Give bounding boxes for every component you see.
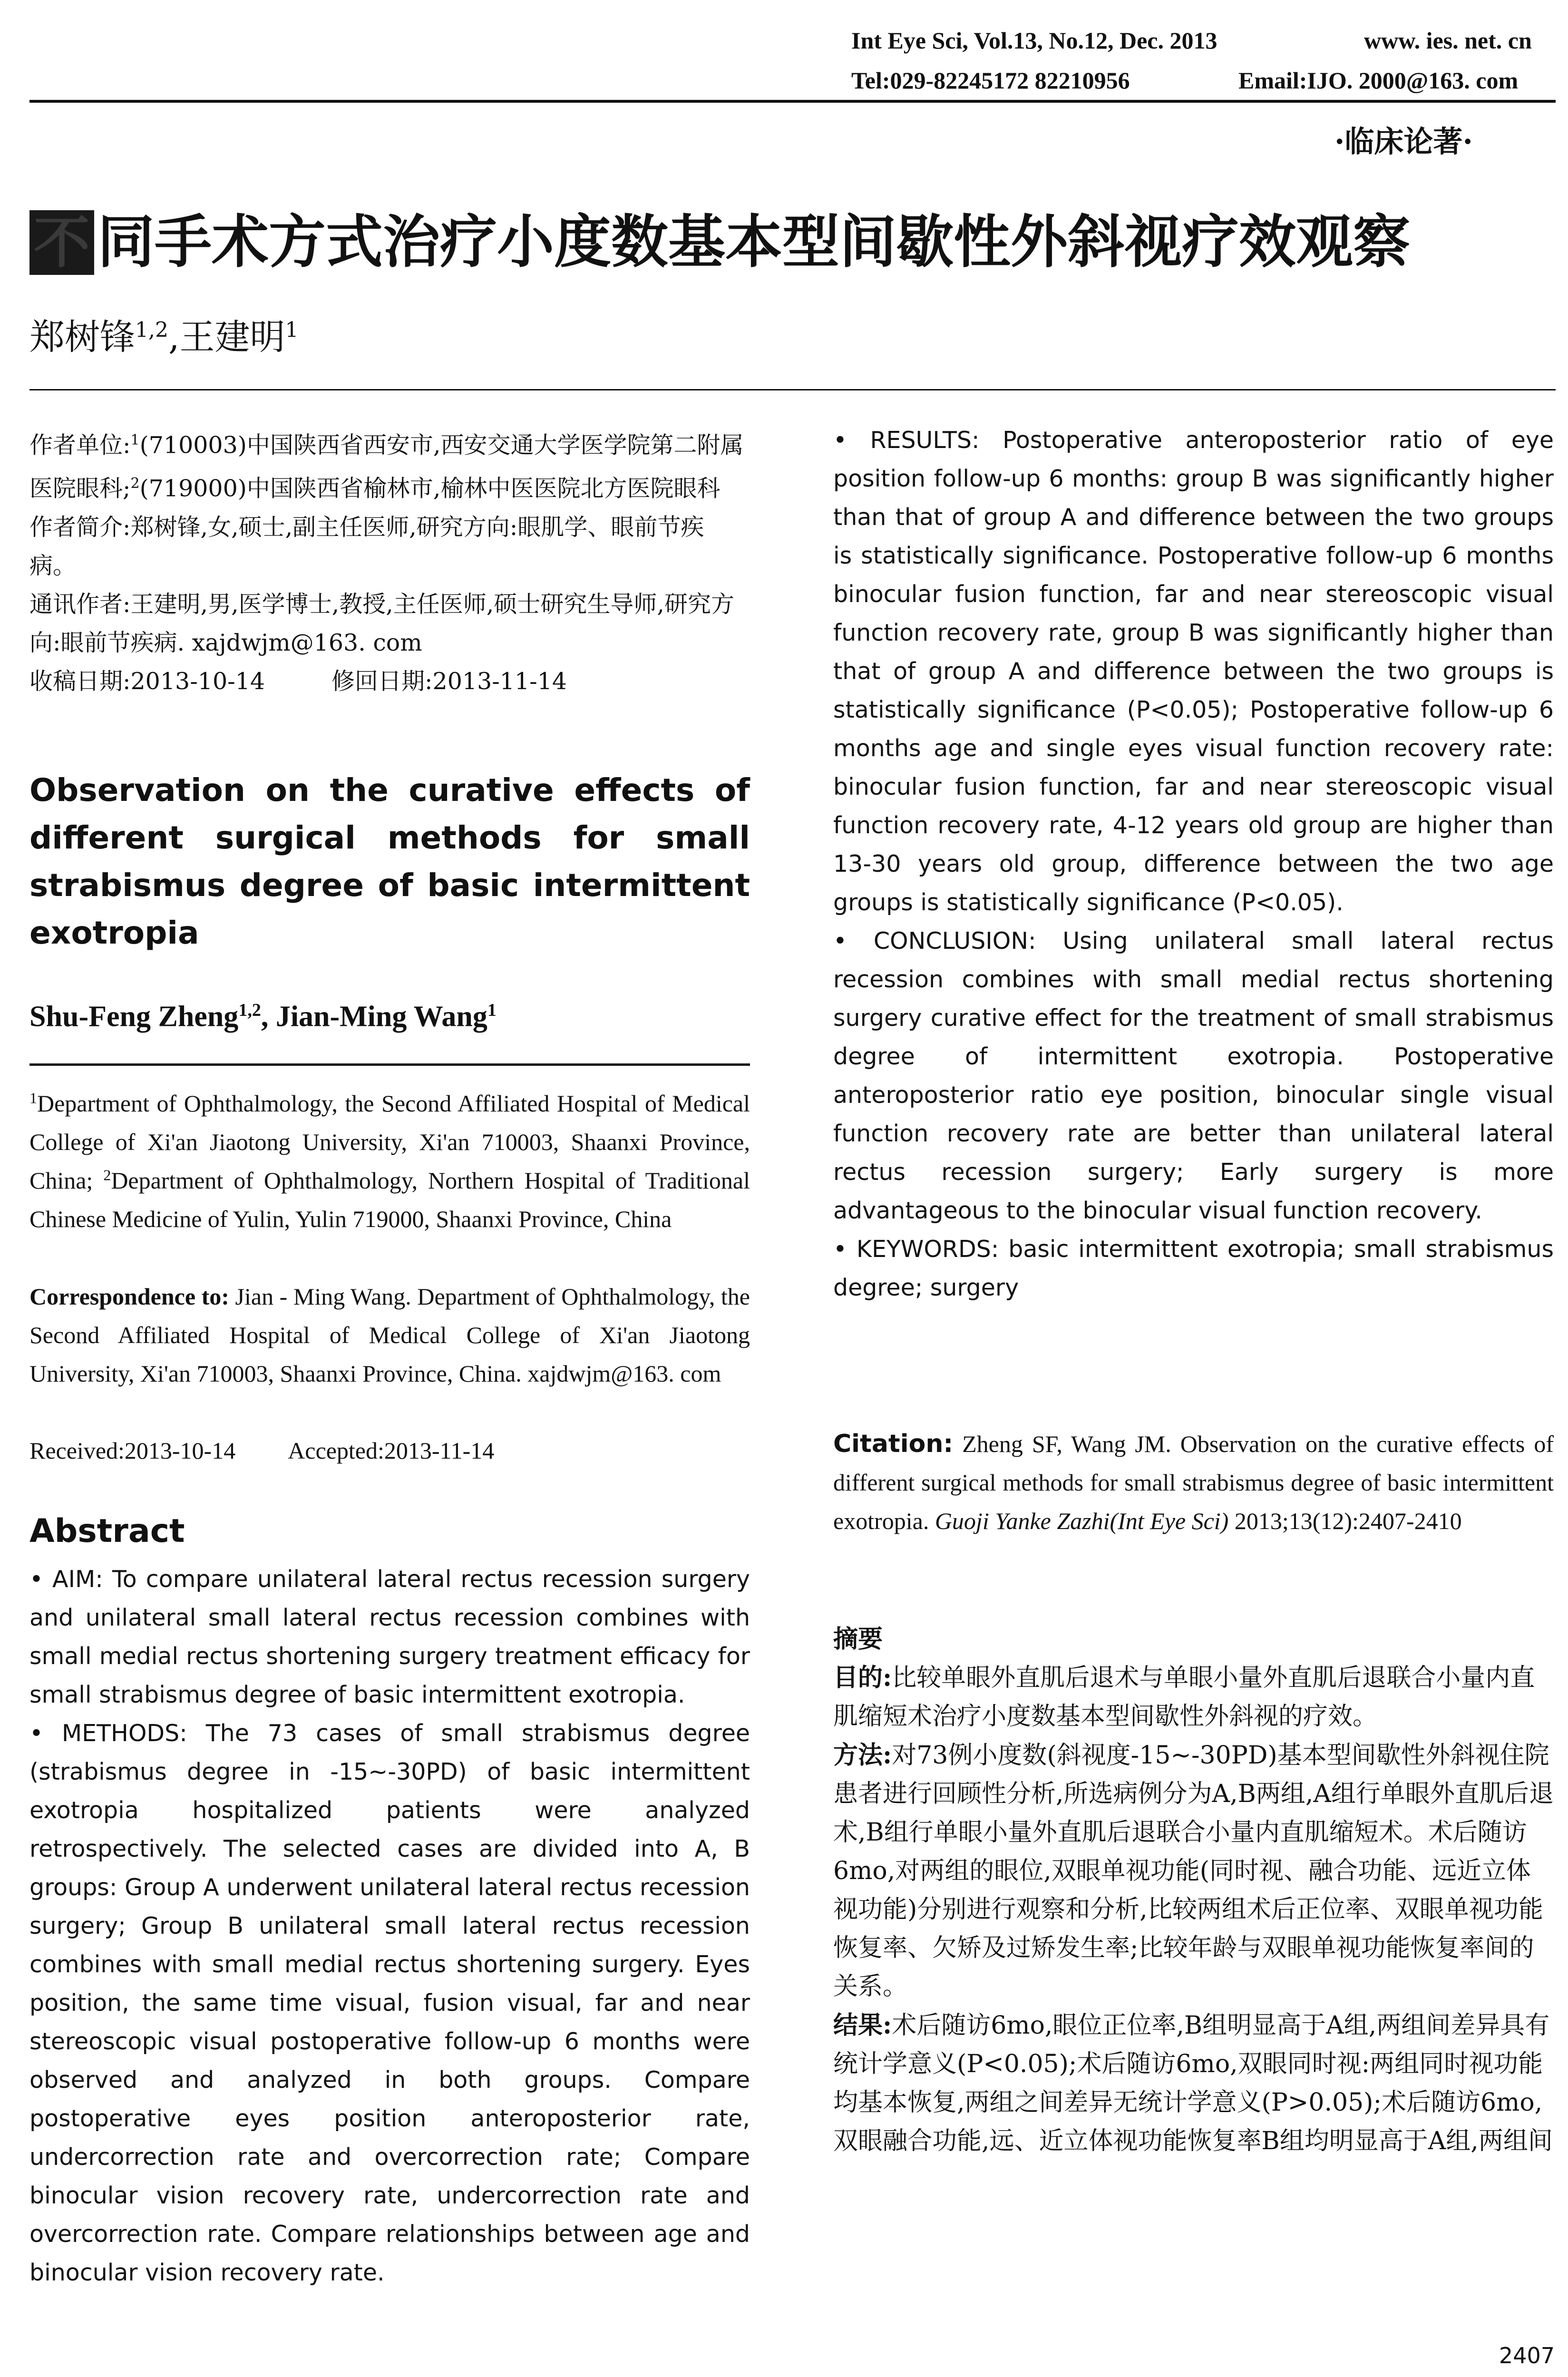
journal-email[interactable]: Email:IJO. 2000@163. com xyxy=(1238,67,1519,94)
abstract-aim: • AIM: To compare unilateral lateral rectus recession surgery and unilateral small lateral rectus recession combines with small medial rectus shortening surgery treatment efficacy for small strabismus degree of basic intermittent exotropia. xyxy=(29,1566,750,1708)
article-title-cn: 同手术方式治疗小度数基本型间歇性外斜视疗效观察 xyxy=(97,209,1410,275)
author-affil-sup: 1 xyxy=(487,1000,497,1020)
author-name: 郑树锋 xyxy=(29,317,135,358)
affiliation-cn: 作者单位:$^1$(710003)中国陕西省西安市,西安交通大学医学院第二附属医院眼科;$^2$(719000)中国陕西省榆林市,榆林中医医院北方医院眼科 xyxy=(29,431,744,502)
author-name: ,王建明 xyxy=(168,317,285,358)
author-info-cn xyxy=(29,421,750,701)
journal-info: Int Eye Sci, Vol.13, No.12, Dec. 2013 xyxy=(851,27,1217,54)
authors-cn xyxy=(29,309,299,360)
citation-journal: Guoji Yanke Zazhi(Int Eye Sci) xyxy=(935,1508,1229,1534)
abstract-cn xyxy=(833,1620,1554,2161)
author-affil-sup: 1,2 xyxy=(238,1000,261,1020)
dates-cn: 收稿日期:2013-10-14 修回日期:2013-11-14 xyxy=(29,667,567,695)
abstract-conclusion: • CONCLUSION: Using unilateral small lateral rectus recession combines with small medial rectus shortening surgery curative effect for the treatment of small strabismus degree of intermittent exotropia. Postoperative anteroposterior ratio eye position, binocular single visual function recovery rate are better than unilateral lateral rectus recession surgery; Early surgery is more advantageous to the binocular visual function recovery. xyxy=(833,927,1554,1224)
correspondence-en: Correspondence to: Jian - Ming Wang. Department of Ophthalmology, the Second Affiliated Hospital of Medical College of Xi'an Jiaotong University, Xi'an 710003, Shaanxi Province, China. xajdwjm@163. com xyxy=(29,1283,750,1387)
dates-en: Received:2013-10-14 Accepted:2013-11-14 xyxy=(29,1437,495,1464)
affiliations-en: $^1$Department of Ophthalmology, the Second Affiliated Hospital of Medical College of Xi'an Jiaotong University, Xi'an 710003, Shaanxi Province, China; $^2$Department of Ophthalmology, Northern Hospital of Traditional Chinese Medicine of Yulin, Yulin 719000, Shaanxi Province, China xyxy=(29,1089,750,1232)
abstract-left xyxy=(29,1560,750,2292)
citation-label: Citation: xyxy=(833,1430,954,1458)
citation: Citation: Zheng SF, Wang JM. Observation on the curative effects of different surgical methods for small strabismus degree of basic intermittent exotropia. Guoji Yanke Zazhi(Int Eye Sci) 2013;13(12):2407-2410 xyxy=(833,1430,1554,1534)
abstract-heading: Abstract xyxy=(29,1512,185,1550)
author-affil-sup: 1,2 xyxy=(135,318,168,342)
author-affil-sup: 1 xyxy=(285,318,299,342)
authors-rule xyxy=(29,389,1556,390)
page-number: 2407 xyxy=(1499,2343,1555,2368)
correspondence-cn: 通讯作者:王建明,男,医学博士,教授,主任医师,硕士研究生导师,研究方向:眼前节疾病. xajdwjm@163. com xyxy=(29,590,734,656)
abstract-results: • RESULTS: Postoperative anteroposterior ratio of eye position follow-up 6 months: group B was significantly higher than that of group A and difference between the two groups is statistically significance. Postoperative follow-up 6 months binocular fusion function, far and near stereoscopic visual function recovery rate, group B was significantly higher than that of group A and difference between the two groups is statistically significance (P<0.05); Postoperative follow-up 6 months age and single eyes visual function recovery rate: binocular fusion function, far and near stereoscopic visual function recovery rate, 4-12 years old group are higher than 13-30 years old group, difference between the two age groups is statistically significance (P<0.05). xyxy=(833,427,1554,916)
journal-website[interactable]: www. ies. net. cn xyxy=(1364,27,1532,54)
article-category: ·临床论著· xyxy=(1334,124,1473,159)
authors-en xyxy=(29,1000,497,1034)
header-rule xyxy=(29,100,1556,103)
article-title-en: Observation on the curative effects of different surgical methods for small strabismus degree of basic intermittent exotropia xyxy=(29,772,750,951)
affiliation-rule xyxy=(29,1063,750,1066)
author-name: Shu-Feng Zheng xyxy=(29,1000,239,1033)
journal-tel: Tel:029-82245172 82210956 xyxy=(851,67,1130,94)
abstract-cn-results: 结果:术后随访6mo,眼位正位率,B组明显高于A组,两组间差异具有统计学意义(P<0.05);术后随访6mo,双眼同时视:两组同时视功能均基本恢复,两组之间差异无统计学意义(P>0.05);术后随访6mo,双眼融合功能,远、近立体视功能恢复率B组均明显高于A组,两组间 xyxy=(833,2011,1553,2155)
title-initial: 不 xyxy=(29,210,94,275)
abstract-cn-methods: 方法:对73例小度数(斜视度-15~-30PD)基本型间歇性外斜视住院患者进行回顾性分析,所选病例分为A,B两组,A组行单眼外直肌后退术,B组行单眼小量外直肌后退联合小量内直肌缩短术。术后随访6mo,对两组的眼位,双眼单视功能(同时视、融合功能、远近立体视功能)分别进行观察和分析,比较两组术后正位率、双眼单视功能恢复率、欠矫及过矫发生率;比较年龄与双眼单视功能恢复率间的关系。 xyxy=(833,1741,1554,2001)
abstract-right xyxy=(833,421,1554,1307)
author-intro-cn: 作者简介:郑树锋,女,硕士,副主任医师,研究方向:眼肌学、眼前节疾病。 xyxy=(29,513,704,579)
abstract-cn-aim: 目的:比较单眼外直肌后退术与单眼小量外直肌后退联合小量内直肌缩短术治疗小度数基本型间歇性外斜视的疗效。 xyxy=(833,1663,1535,1731)
abstract-methods: • METHODS: The 73 cases of small strabismus degree (strabismus degree in -15~-30PD) of basic intermittent exotropia hospitalized patients were analyzed retrospectively. The selected cases are divided into A, B groups: Group A underwent unilateral lateral rectus recession surgery; Group B unilateral small lateral rectus recession combines with small medial rectus shortening surgery. Eyes position, the same time visual, fusion visual, far and near stereoscopic visual postoperative follow-up 6 months were observed and analyzed in both groups. Compare postoperative eyes position anteroposterior rate, undercorrection rate and overcorrection rate; Compare binocular vision recovery rate, undercorrection rate and overcorrection rate. Compare relationships between age and binocular vision recovery rate. xyxy=(29,1720,750,2286)
author-name: , Jian-Ming Wang xyxy=(261,1000,487,1033)
abstract-cn-heading: 摘要 xyxy=(833,1625,883,1654)
abstract-keywords: • KEYWORDS: basic intermittent exotropia; small strabismus degree; surgery xyxy=(833,1236,1554,1301)
